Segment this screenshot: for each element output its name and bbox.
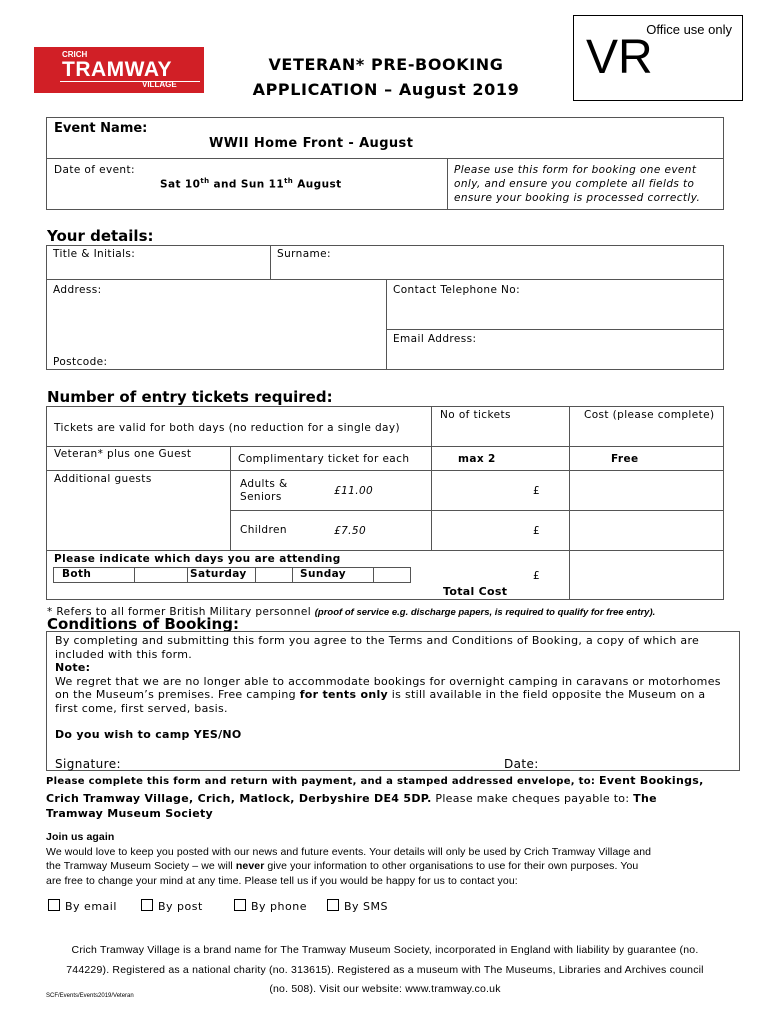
page-title (222, 52, 550, 102)
child-cost-field[interactable]: £ (533, 525, 541, 537)
surname-field[interactable] (270, 245, 724, 280)
email-label: Email Address: (393, 333, 477, 345)
seniors-label: Seniors (240, 491, 282, 503)
veteran-footnote: * Refers to all former British Military personnel (proof of service e.g. discharge papers, is required to qualify for free entry). (47, 606, 656, 618)
telephone-label: Contact Telephone No: (393, 284, 521, 296)
date-label: Date: (504, 757, 539, 771)
logo-village-text: VILLAGE (142, 80, 177, 89)
postcode-label: Postcode: (53, 356, 108, 368)
legal-footer: Crich Tramway Village is a brand name for The Tramway Museum Society, incorporated in England with liability by guarantee (no. 744229). Registered as a national charity (no. 313615). Registered as a museum with The Museums, Libraries and Archives council (no. 508). Visit our website: www.tramway.co.uk (66, 944, 704, 995)
return-instructions: Please complete this form and return with payment, and a stamped addressed envelope, to: Event Bookings, Crich Tramway Village, Crich, Matlock, Derbyshire DE4 5DP. Please make cheques payable to: The Tramway Museum Society (46, 774, 704, 820)
address-field[interactable] (46, 279, 387, 370)
logo-tramway-text: TRAMWAY (62, 58, 173, 81)
day-sunday-option[interactable]: Sunday (300, 568, 347, 580)
event-box (46, 117, 724, 210)
logo-stripe (60, 81, 200, 82)
total-cost-label: Total Cost (443, 585, 508, 598)
veteran-cost-free: Free (611, 453, 639, 465)
additional-guests-label: Additional guests (54, 473, 152, 485)
crich-tramway-logo (34, 47, 204, 93)
valid-note: Tickets are valid for both days (no reduction for a single day) (54, 422, 400, 434)
date-of-event-label: Date of event: (54, 164, 135, 176)
office-use-box (573, 15, 743, 101)
booking-notice: Please use this form for booking one event only, and ensure you complete all fields to ensure your booking is processed correctly. (454, 164, 701, 204)
title-line-1: VETERAN* PRE-BOOKING (268, 55, 504, 74)
surname-label: Surname: (277, 248, 331, 260)
days-prompt: Please indicate which days you are attending (54, 553, 341, 565)
office-code: VR (586, 31, 653, 84)
option-email[interactable]: By email (48, 899, 117, 913)
event-divider-h (47, 158, 723, 159)
day-saturday-option[interactable]: Saturday (190, 568, 247, 580)
adult-cost-field[interactable]: £ (533, 485, 541, 497)
title-line-2: APPLICATION – August 2019 (252, 80, 520, 99)
child-price: £7.50 (334, 525, 367, 537)
title-initials-label: Title & Initials: (53, 248, 136, 260)
option-phone[interactable]: By phone (234, 899, 307, 913)
total-cost-field[interactable]: £ (533, 570, 541, 582)
adult-price: £11.00 (334, 485, 374, 497)
join-us-section: Join us again We would love to keep you posted with our news and future events. Your details will only be used by Crich Tramway Village and the Tramway Museum Society – we will never give your information to other organisations to use for their own purposes. You are free to change your mind at any time. Please tell us if you would be happy for us to contact you: (46, 831, 652, 887)
email-field[interactable] (386, 329, 724, 370)
signature-label: Signature: (55, 757, 121, 771)
checkbox-icon[interactable] (234, 899, 246, 911)
office-use-label: Office use only (646, 22, 732, 37)
max-tickets: max 2 (458, 453, 496, 465)
conditions-heading: Conditions of Booking: (47, 615, 239, 633)
camp-question[interactable]: Do you wish to camp YES/NO (55, 728, 242, 741)
logo-crich-text: CRICH (62, 50, 88, 59)
your-details-heading: Your details: (47, 227, 154, 245)
document-reference: SCF/Events/Events2019/Veteran (46, 993, 134, 999)
checkbox-icon[interactable] (48, 899, 60, 911)
col-cost: Cost (please complete) (584, 409, 715, 421)
conditions-box (46, 631, 740, 771)
address-label: Address: (53, 284, 102, 296)
comp-label: Complimentary ticket for each (238, 453, 410, 465)
title-initials-field[interactable] (46, 245, 271, 280)
event-dates: Sat 10th and Sun 11th August (160, 177, 342, 191)
day-selection-row (53, 567, 411, 583)
veteran-label: Veteran* plus one Guest (54, 448, 192, 460)
col-no-of-tickets: No of tickets (440, 409, 511, 421)
checkbox-icon[interactable] (141, 899, 153, 911)
checkbox-icon[interactable] (327, 899, 339, 911)
option-post[interactable]: By post (141, 899, 203, 913)
children-label: Children (240, 524, 287, 536)
telephone-field[interactable] (386, 279, 724, 330)
event-name: WWII Home Front - August (209, 136, 414, 151)
tickets-heading: Number of entry tickets required: (47, 388, 333, 406)
adults-label: Adults & (240, 478, 288, 490)
day-both-option[interactable]: Both (62, 568, 92, 580)
event-divider-v (447, 158, 448, 209)
option-sms[interactable]: By SMS (327, 899, 388, 913)
conditions-text: By completing and submitting this form you agree to the Terms and Conditions of Booking, a copy of which are included with this form. Note: We regret that we are no longer able to accommodate bookings for overnight camping in caravans or motorhomes on the Museum’s premises. Free camping for tents only is still available in the field opposite the Museum on a first come, first served, basis. (55, 634, 721, 715)
event-name-label: Event Name: (54, 121, 148, 136)
